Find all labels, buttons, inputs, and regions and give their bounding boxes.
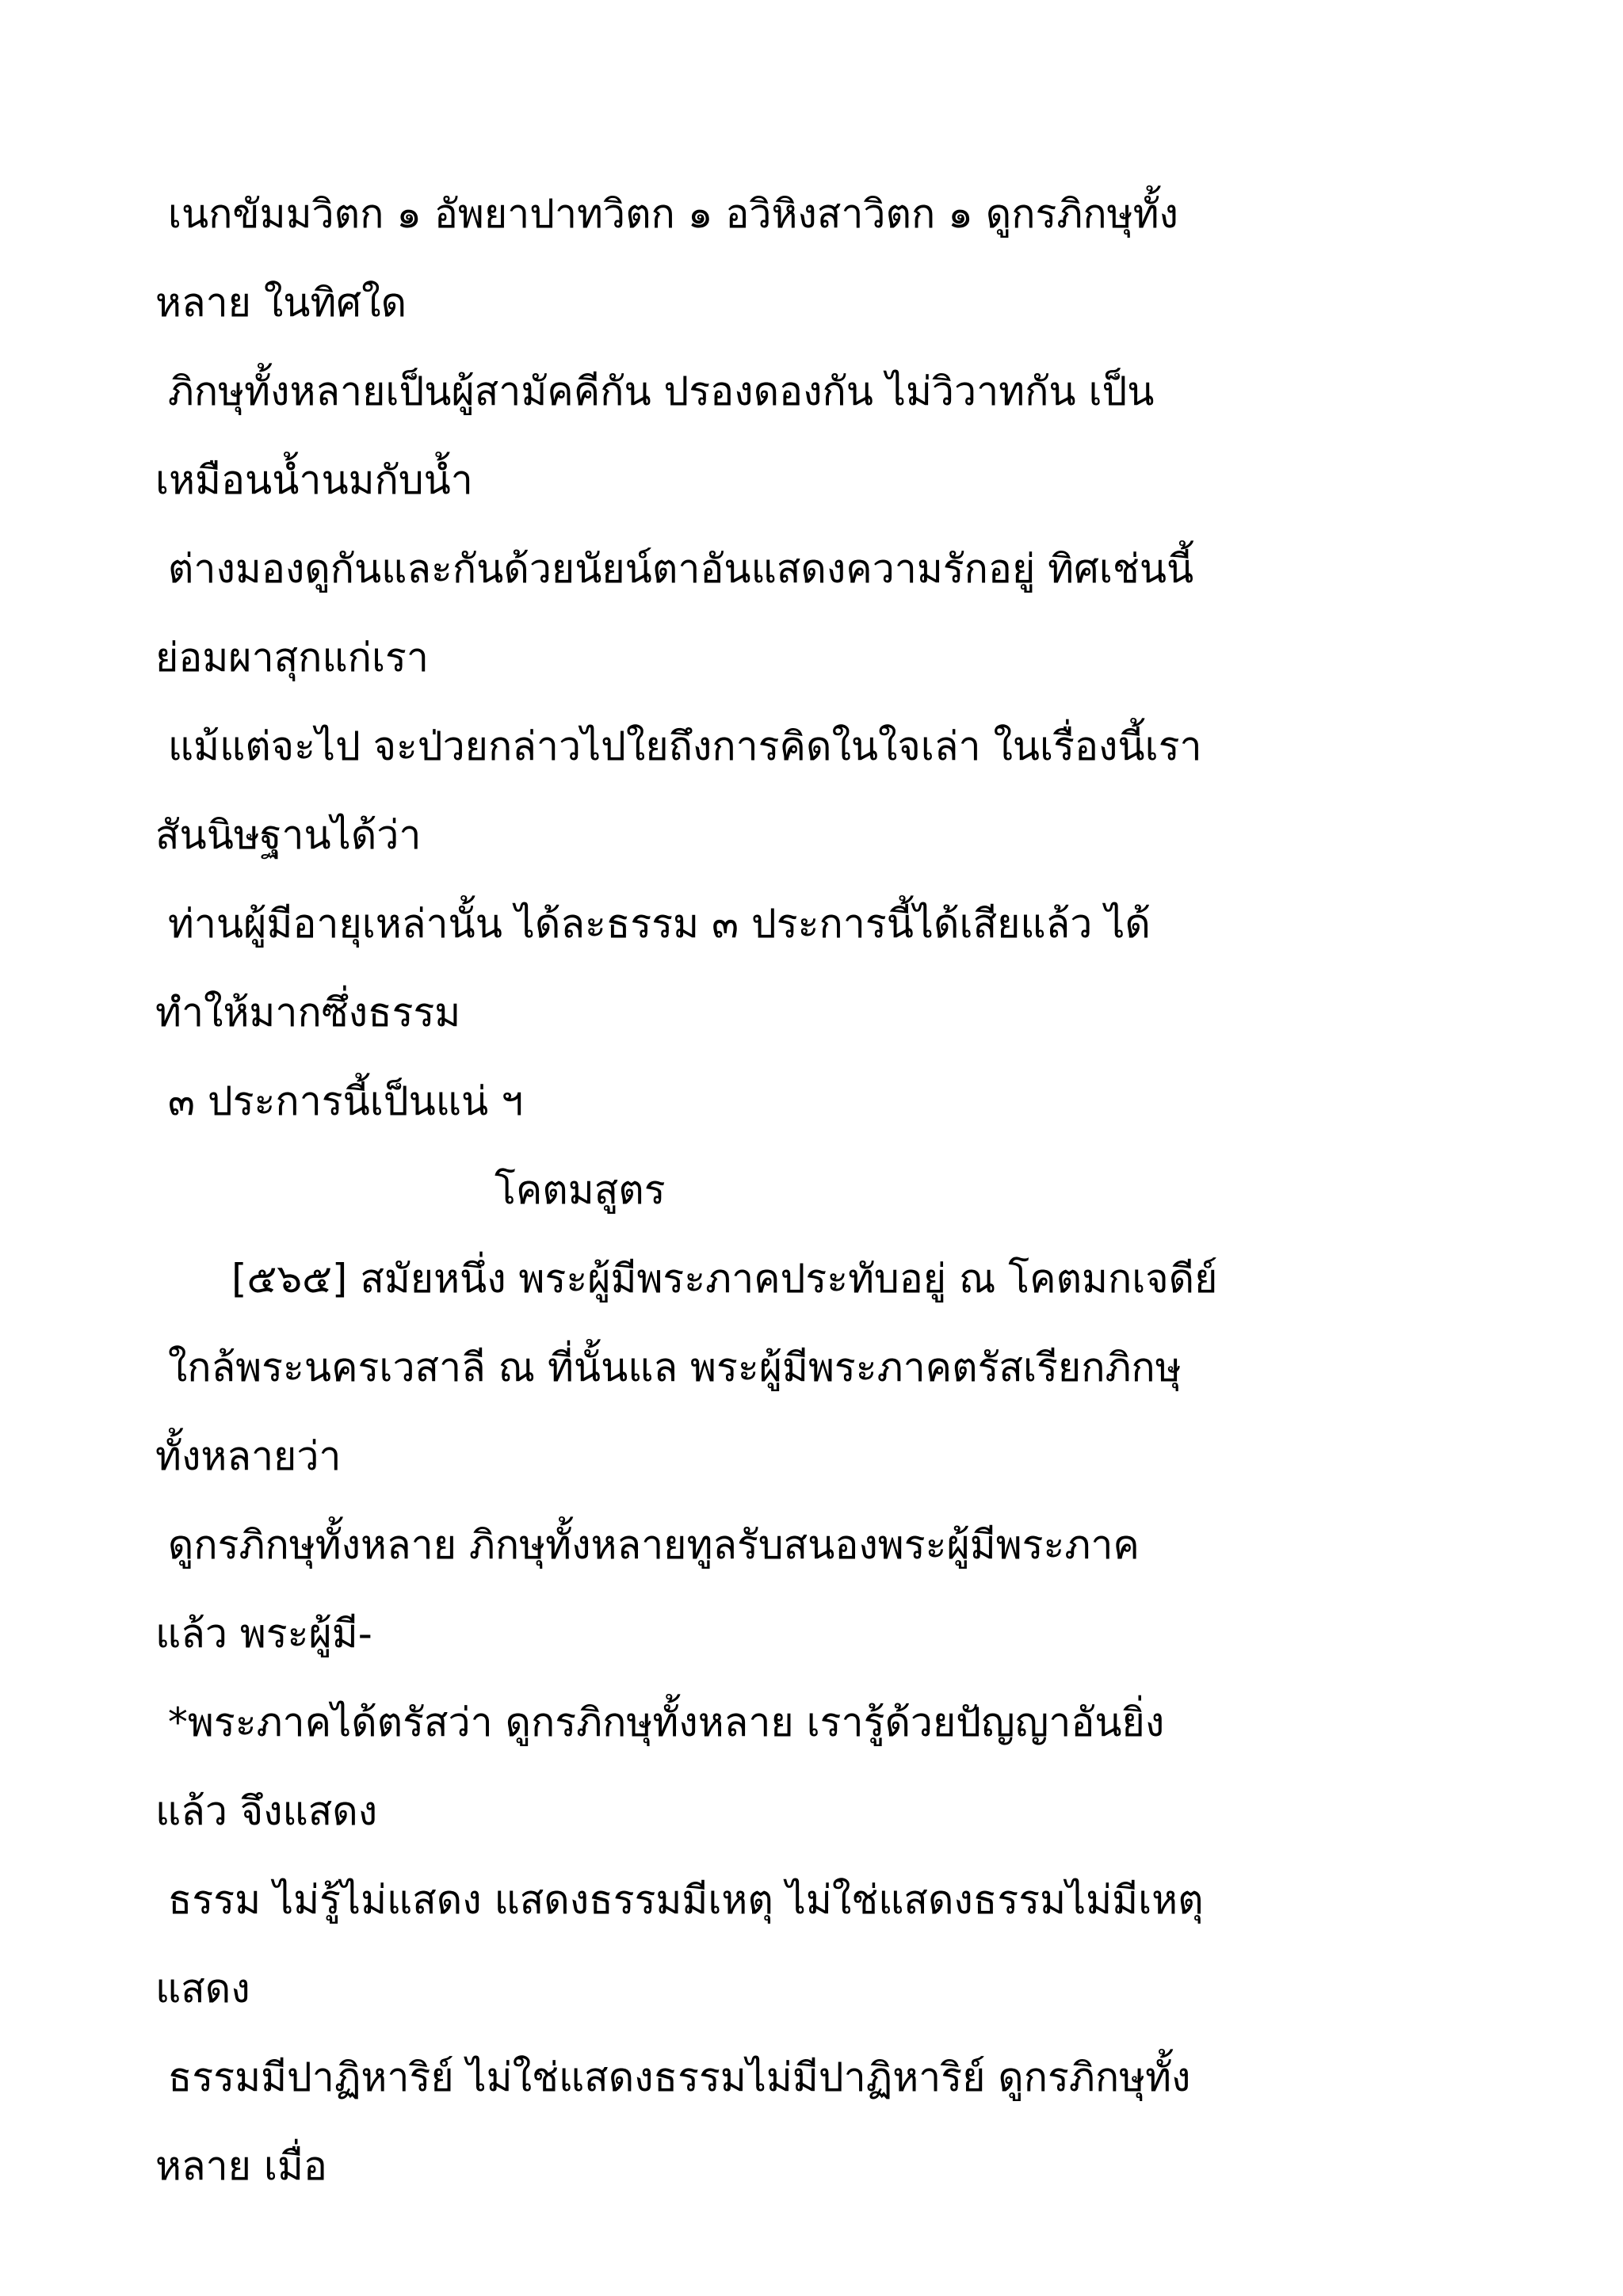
text-line: *พระภาคได้ตรัสว่า ดูกรภิกษุทั้งหลาย เรารู้ด้วยปัญญาอันยิ่ง (155, 1699, 1165, 1745)
text-line: เนกขัมมวิตก ๑ อัพยาปาทวิตก ๑ อวิหิงสาวิตก ๑ ดูกรภิกษุทั้ง (155, 191, 1178, 237)
text-line: เหมือนน้ำนมกับน้ำ (155, 457, 473, 503)
text-line: ธรรมมีปาฏิหาริย์ ไม่ใช่แสดงธรรมไม่มีปาฏิหาริย์ ดูกรภิกษุทั้ง (155, 2054, 1191, 2100)
section-heading: โคตมสูตร (495, 1167, 666, 1213)
text-line: ใกล้พระนครเวสาลี ณ ที่นั้นแล พระผู้มีพระภาคตรัสเรียกภิกษุ (155, 1344, 1182, 1390)
document-body (155, 170, 1487, 2210)
text-line: แม้แต่จะไป จะป่วยกล่าวไปใยถึงการคิดในใจเล่า ในเรื่องนี้เรา (155, 723, 1202, 769)
text-line: ต่างมองดูกันและกันด้วยนัยน์ตาอันแสดงความรักอยู่ ทิศเช่นนี้ (155, 546, 1194, 592)
text-line: ย่อมผาสุกแก่เรา (155, 635, 429, 681)
text-line: หลาย เมื่อ (155, 2143, 327, 2189)
text-line: แล้ว จึงแสดง (155, 1788, 378, 1834)
text-line: ท่านผู้มีอายุเหล่านั้น ได้ละธรรม ๓ ประการนี้ได้เสียแล้ว ได้ (155, 901, 1151, 947)
text-line: สันนิษฐานได้ว่า (155, 812, 422, 858)
text-line: ธรรม ไม่รู้ไม่แสดง แสดงธรรมมีเหตุ ไม่ใช่แสดงธรรมไม่มีเหตุ (155, 1877, 1204, 1923)
text-line: ๓ ประการนี้เป็นแน่ ฯ (155, 1078, 524, 1124)
text-line: แล้ว พระผู้มี- (155, 1611, 372, 1657)
text-line: ภิกษุทั้งหลายเป็นผู้สามัคคีกัน ปรองดองกัน ไม่วิวาทกัน เป็น (155, 368, 1155, 414)
paragraph-start-line: [๕๖๕] สมัยหนึ่ง พระผู้มีพระภาคประทับอยู่ ณ โคตมกเจดีย์ (231, 1256, 1218, 1302)
text-line: หลาย ในทิศใด (155, 280, 407, 326)
text-line: ทำให้มากซึ่งธรรม (155, 990, 461, 1035)
text-line: แสดง (155, 1966, 250, 2012)
text-line: ดูกรภิกษุทั้งหลาย ภิกษุทั้งหลายทูลรับสนองพระผู้มีพระภาค (155, 1522, 1140, 1568)
text-line: ทั้งหลายว่า (155, 1433, 342, 1479)
